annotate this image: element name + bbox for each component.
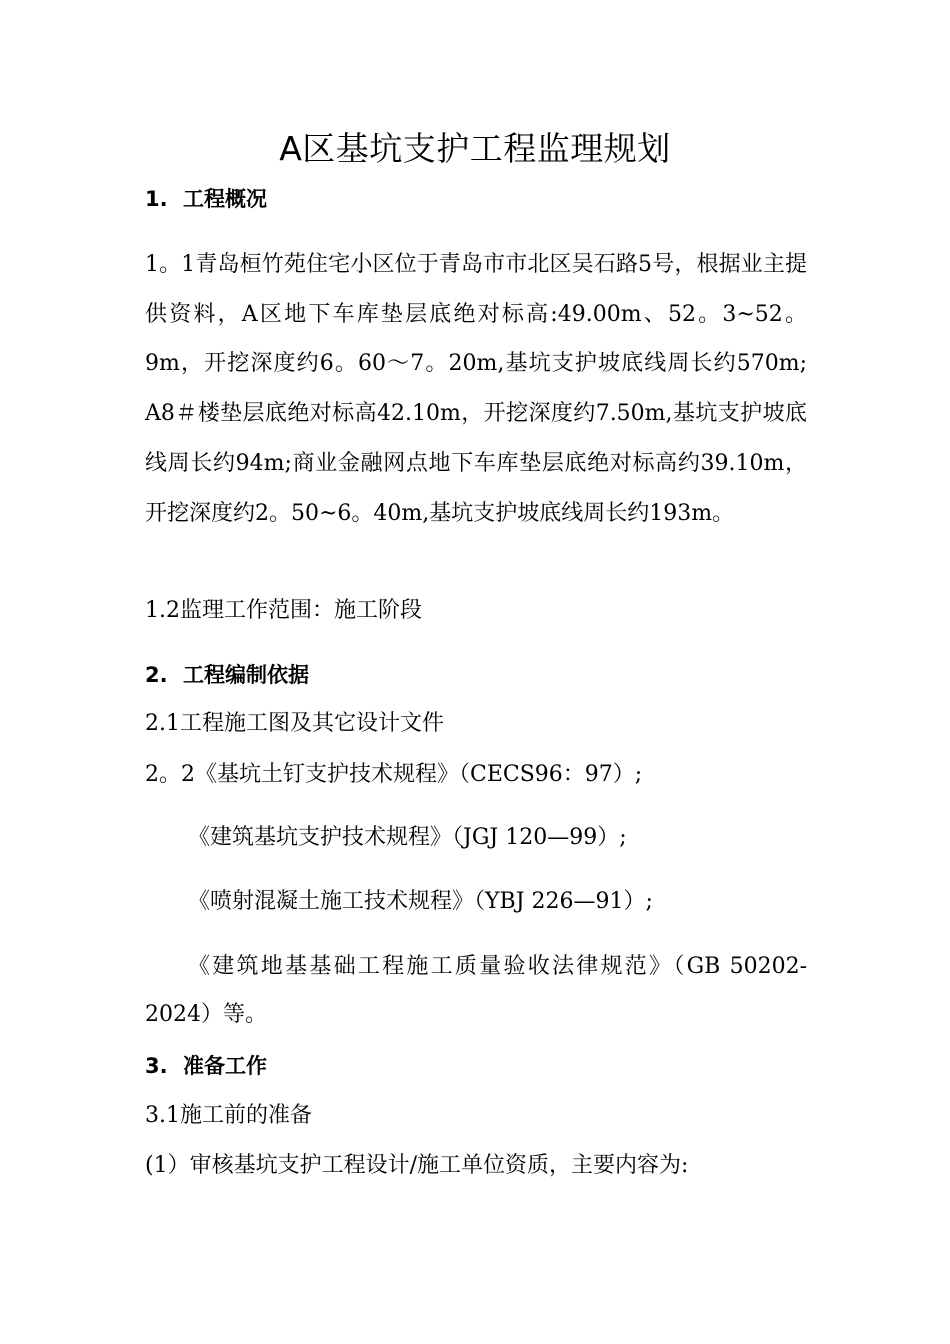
section-title: 准备工作 (183, 1054, 267, 1078)
paragraph-review-qualification: (1）审核基坑支护工程设计/施工单位资质，主要内容为: (145, 1153, 689, 1178)
paragraph-basis-jgj: 《建筑基坑支护技术规程》（JGJ 120—99）; (188, 825, 627, 850)
section-number: 3. (145, 1054, 168, 1078)
section-title: 工程概况 (183, 187, 267, 211)
paragraph-basis-drawings: 2.1工程施工图及其它设计文件 (145, 711, 444, 736)
paragraph-basis-cecs: 2。2《基坑土钉支护技术规程》（CECS96：97）; (145, 762, 643, 787)
paragraph-preparation: 3.1施工前的准备 (145, 1103, 312, 1128)
document-title: A区基坑支护工程监理规划 (279, 129, 671, 168)
paragraph-supervision-scope: 1.2监理工作范围：施工阶段 (145, 598, 422, 623)
section-number: 1. (145, 187, 168, 211)
section-title: 工程编制依据 (183, 663, 309, 687)
section-number: 2. (145, 663, 168, 687)
paragraph-basis-ybj: 《喷射混凝土施工技术规程》（YBJ 226—91）; (188, 889, 653, 914)
section-heading-1 (145, 184, 267, 214)
paragraph-basis-gb: 《建筑地基基础工程施工质量验收法律规范》（GB 50202-2024）等。 (145, 954, 807, 1027)
paragraph-project-overview: 1。1青岛桓竹苑住宅小区位于青岛市市北区吴石路5号，根据业主提供资料，A区地下车库垫层底绝对标高:49.00m、52。3~52。9m，开挖深度约6。60～7。20m,基坑支护坡底线周长约570m; A8＃楼垫层底绝对标高42.10m，开挖深度约7.50m,基坑支护坡底线周长约94m;商业金融网点地下车库垫层底绝对标高约39.10m，开挖深度约2。50~6。40m,基坑支护坡底线周长约193m。 (145, 252, 807, 526)
section-heading-3 (145, 1051, 267, 1081)
section-heading-2 (145, 660, 309, 690)
